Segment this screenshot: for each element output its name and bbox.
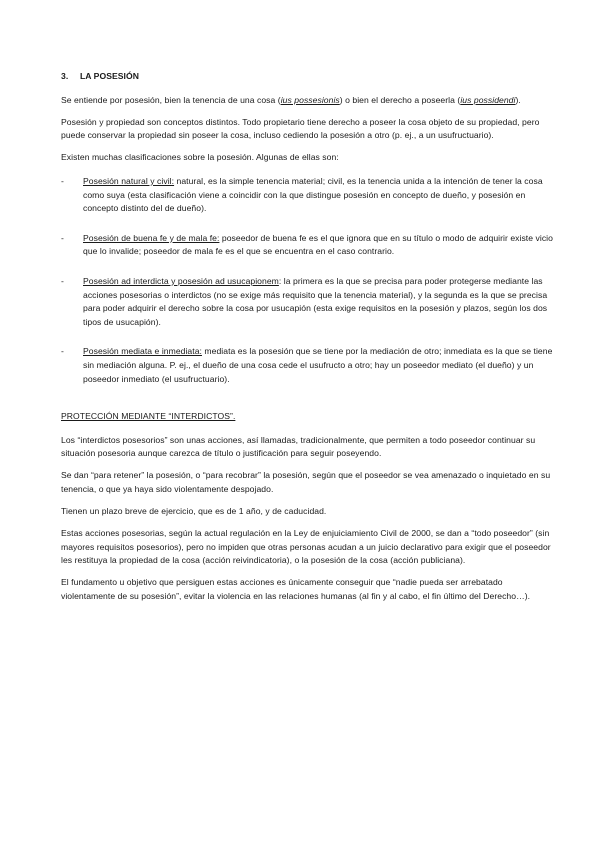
section-heading <box>61 70 557 84</box>
intro-paragraph <box>61 94 557 108</box>
term-ius-possesionis: ius possesionis <box>280 94 340 105</box>
document-body <box>61 70 557 612</box>
intro-text: ) o bien el derecho a poseerla ( <box>339 94 461 105</box>
paragraph-retener-recobrar: Se dan “para retener” la posesión, o “para recobrar” la posesión, según que el poseedor se vea amenazado o inquietado en su tenencia, o que ya haya sido violentamente despojado. <box>61 470 551 494</box>
term-ius-possidendi: ius possidendi <box>460 94 516 105</box>
intro-text: ). <box>515 94 521 105</box>
dash-bullet: - <box>61 346 64 357</box>
list-item-label: Posesión mediata e inmediata: <box>83 346 202 357</box>
dash-bullet: - <box>61 275 64 286</box>
classification-list <box>61 175 557 386</box>
list-item <box>61 345 557 386</box>
paragraph-fundamento: El fundamento u objetivo que persiguen estas acciones es únicamente conseguir que “nadie pueda ser arrebatado violentamente de su posesión”, evitar la violencia en las relaciones humanas (al fin y al cabo, el fin último del Derecho…). <box>61 577 531 602</box>
subsection-heading: PROTECCIÓN MEDIANTE “INTERDICTOS”. <box>61 411 236 422</box>
list-item <box>61 232 557 259</box>
paragraph-regulacion: Estas acciones posesorias, según la actual regulación en la Ley de enjuiciamiento Civil de 2000, se dan a “todo poseedor” (sin mayores requisitos posesorios), pero no impiden que otras personas acudan a un juicio declarativo para exigir que el poseedor les restituya la propiedad de la cosa (acción reivindicatoria), o la posesión de la cosa (acción publiciana). <box>61 528 551 566</box>
list-item-label: Posesión natural y civil: <box>83 175 175 186</box>
list-item <box>61 275 557 329</box>
list-item-text: poseedor de buena fe es el que ignora que en su título o modo de adquirir existe vicio que lo invalide; poseedor de mala fe es el que se encuentra en el caso contrario. <box>83 232 553 257</box>
list-item-text: mediata es la posesión que se tiene por la mediación de otro; inmediata es la que se tiene sin mediación alguna. P. ej., el dueño de una cosa cede el usufructo a otro; hay un poseedor mediato (el dueño) y un poseedor inmediato (el usufructuario). <box>83 346 553 384</box>
section-number: 3. <box>61 71 69 81</box>
list-item-text: natural, es la simple tenencia material; civil, es la tenencia unida a la intención de tener la cosa como suya (esta clasificación viene a coincidir con la que distingue posesión en concepto de dueño, y posesión en concepto distinto del de dueño). <box>83 175 543 214</box>
paragraph-interdictos: Los “interdictos posesorios” son unas acciones, así llamadas, tradicionalmente, que permiten a todo poseedor continuar su situación posesoria aunque carezca de título o justificación para seguir poseyendo. <box>61 434 536 459</box>
dash-bullet: - <box>61 175 64 186</box>
dash-bullet: - <box>61 232 64 243</box>
intro-text: Se entiende por posesión, bien la tenencia de una cosa ( <box>61 94 281 105</box>
list-item-label: Posesión ad interdicta y posesión ad usucapionem <box>83 275 279 286</box>
paragraph-clasificaciones: Existen muchas clasificaciones sobre la posesión. Algunas de ellas son: <box>61 152 339 163</box>
section-title: LA POSESIÓN <box>80 71 139 81</box>
list-item-label: Posesión de buena fe y de mala fe: <box>83 232 220 243</box>
paragraph-posesion-propiedad: Posesión y propiedad son conceptos distintos. Todo propietario tiene derecho a poseer la cosa objeto de su propiedad, pero puede conservar la propiedad sin poseer la cosa, incluso cediendo la posesión a otro (p. ej., a un usufructuario). <box>61 116 540 141</box>
list-item <box>61 175 557 216</box>
list-item-text: : la primera es la que se precisa para poder protegerse mediante las acciones posesorias o interdictos (no se exige más requisito que la tenencia material), y la segunda es la que se precisa para poder adquirir el derecho sobre la cosa por usucapión (esta exige requisitos en la posesión y plazos, según los dos tipos de usucapión). <box>83 275 548 327</box>
paragraph-plazo: Tienen un plazo breve de ejercicio, que es de 1 año, y de caducidad. <box>61 506 327 517</box>
